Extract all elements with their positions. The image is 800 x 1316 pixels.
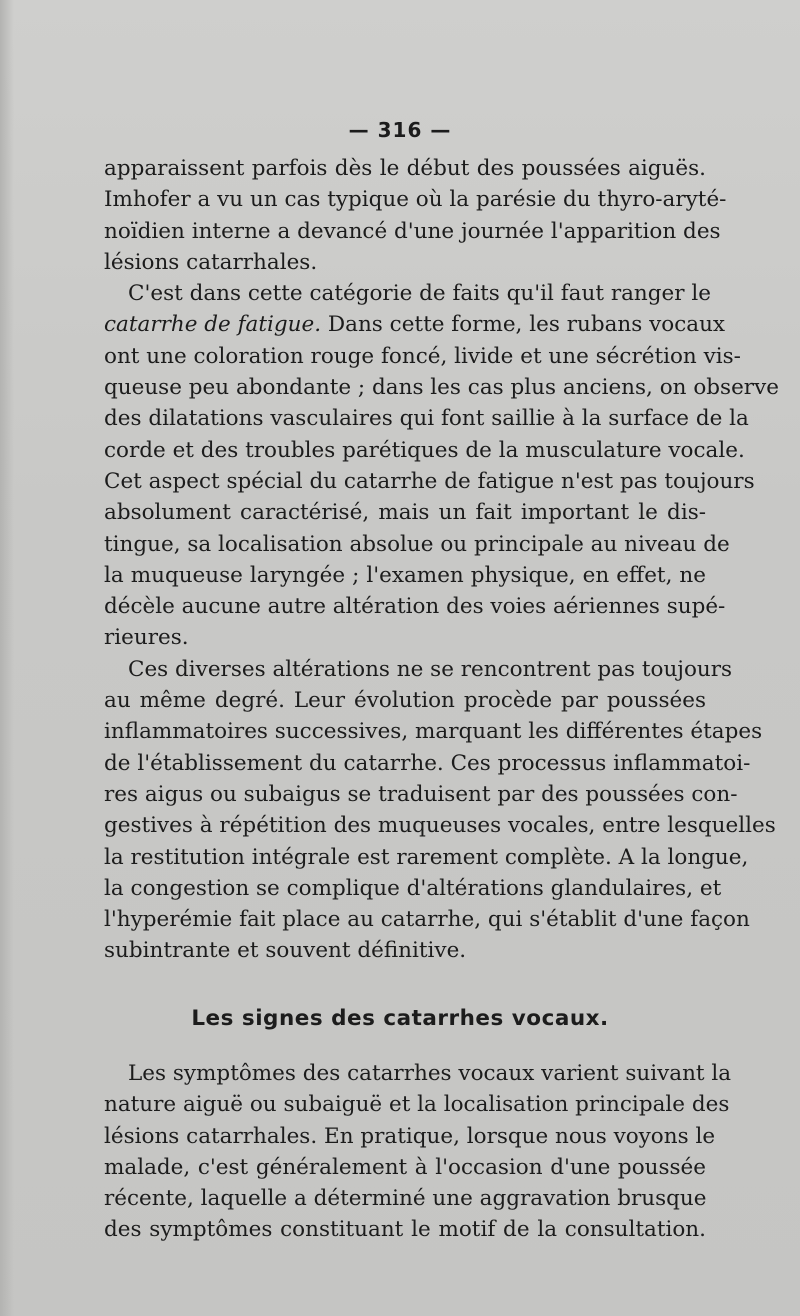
body-text-section-1 [104,153,779,967]
paragraph-1 [104,153,727,278]
text-line: noïdien interne a devancé d'une journée l'apparition des [104,218,721,244]
text-line: récente, laquelle a déterminé une aggravation brusque [104,1186,707,1212]
text-line: Les symptômes des catarrhes vocaux varient suivant la [128,1061,732,1086]
text-line: ont une coloration rouge foncé, livide et une sécrétion vis- [104,343,741,369]
text-line: la congestion se complique d'altérations glandulaires, et [104,875,722,901]
text-line: lésions catarrhales. En pratique, lorsque nous voyons le [104,1123,716,1149]
text-line: apparaissent parfois dès le début des poussées aiguës. [104,156,706,181]
paragraph-2 [104,278,779,654]
text-line: rieures. [104,625,189,651]
text-line: gestives à répétition des muqueuses vocales, entre lesquelles [104,813,776,839]
text-line: des symptômes constituant le motif de la consultation. [104,1217,706,1243]
text-line: nature aiguë ou subaiguë et la localisation principale des [104,1092,730,1118]
text-line: la muqueuse laryngée ; l'examen physique, en effet, ne [104,562,706,588]
text-line: de l'établissement du catarrhe. Ces processus inflammatoi- [104,750,751,776]
text-line-with-italic [104,309,726,340]
paragraph-3 [104,654,776,967]
section-heading: Les signes des catarrhes vocaux. [191,1006,609,1031]
text-line: absolument caractérisé, mais un fait important le dis- [104,500,706,526]
text-line: la restitution intégrale est rarement complète. A la longue, [104,844,749,870]
text-line: tingue, sa localisation absolue ou principale au niveau de [104,531,730,557]
text-line: Ces diverses altérations ne se rencontrent pas toujours [128,656,733,682]
text-line: des dilatations vasculaires qui font saillie à la surface de la [104,406,749,432]
paragraph-4 [104,1058,732,1246]
text-line: l'hyperémie fait place au catarrhe, qui s'établit d'une façon [104,907,750,933]
text-line: subintrante et souvent définitive. [104,938,467,964]
page-edge-shadow [0,0,14,1316]
text-line: lésions catarrhales. [104,249,318,275]
body-text-section-2 [104,1058,732,1246]
text-line: au même degré. Leur évolution procède par poussées [104,688,706,714]
text-line: Cet aspect spécial du catarrhe de fatigue n'est pas toujours [104,468,755,494]
text-line: malade, c'est généralement à l'occasion d'une poussée [104,1154,706,1180]
text-line: C'est dans cette catégorie de faits qu'il faut ranger le [128,281,711,307]
page-number: — 316 — [348,118,452,142]
text-line: Imhofer a vu un cas typique où la parésie du thyro-aryté- [104,187,727,213]
italic-term: catarrhe de fatigue. [104,312,322,338]
text-line: queuse peu abondante ; dans les cas plus anciens, on observe [104,375,779,401]
text-line: inflammatoires successives, marquant les différentes étapes [104,719,763,745]
text-line: corde et des troubles parétiques de la musculature vocale. [104,437,745,463]
text-line: décèle aucune autre altération des voies aériennes supé- [104,594,726,620]
text-fragment: Dans cette forme, les rubans vocaux [321,312,726,338]
text-line: res aigus ou subaigus se traduisent par des poussées con- [104,781,738,807]
